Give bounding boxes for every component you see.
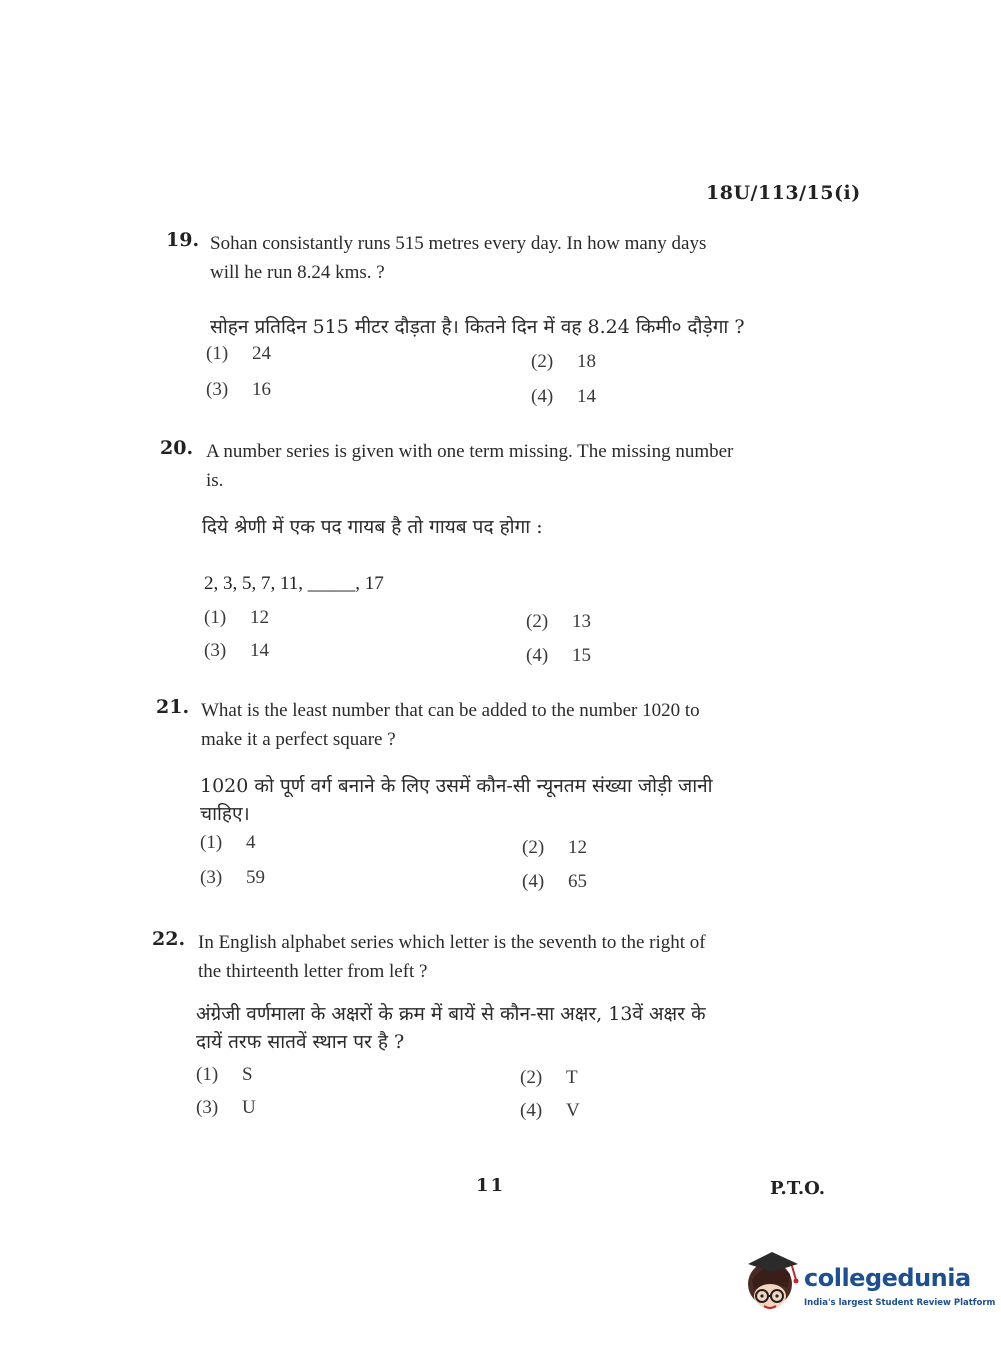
question-text-english <box>210 229 850 287</box>
hindi-line: चाहिए। <box>200 803 250 825</box>
english-line: make it a perfect square ? <box>201 729 396 750</box>
number-series: 2, 3, 5, 7, 11, _____, 17 <box>204 573 384 594</box>
paper-code: 18U/113/15(i) <box>706 182 861 204</box>
question-text-hindi <box>196 1000 846 1056</box>
question-number: 20. <box>160 437 194 459</box>
question-text-english <box>206 437 846 495</box>
option-1[interactable]: (1) 12 <box>204 607 269 628</box>
question-21 <box>156 696 856 906</box>
question-19 <box>166 229 866 419</box>
option-3[interactable]: (3) 16 <box>206 379 271 400</box>
option-2[interactable]: (2) 13 <box>526 611 591 632</box>
english-line: In English alphabet series which letter is the seventh to the right of <box>198 932 706 953</box>
question-number: 22. <box>152 928 186 950</box>
english-line: is. <box>206 470 224 491</box>
option-4[interactable]: (4) 65 <box>522 871 587 892</box>
option-1[interactable]: (1) 4 <box>200 832 256 853</box>
option-1[interactable]: (1) 24 <box>206 343 271 364</box>
page-number: 11 <box>476 1175 506 1196</box>
collegedunia-watermark <box>742 1250 996 1318</box>
english-line: A number series is given with one term missing. The missing number <box>206 441 734 462</box>
hindi-line: दायें तरफ सातवें स्थान पर है ? <box>196 1031 405 1053</box>
question-text-english <box>201 696 846 754</box>
question-text-hindi: दिये श्रेणी में एक पद गायब है तो गायब पद होगा : <box>202 516 543 538</box>
english-line: Sohan consistantly runs 515 metres every day. In how many days <box>210 233 707 254</box>
option-4[interactable]: (4) V <box>520 1100 580 1121</box>
mascot-icon <box>742 1250 802 1318</box>
option-1[interactable]: (1) S <box>196 1064 253 1085</box>
brand-name: collegedunia <box>804 1264 971 1292</box>
option-3[interactable]: (3) 14 <box>204 640 269 661</box>
question-22 <box>152 928 852 1128</box>
english-line: What is the least number that can be added to the number 1020 to <box>201 700 700 721</box>
hindi-line: अंग्रेजी वर्णमाला के अक्षरों के क्रम में बायें से कौन-सा अक्षर, 13वें अक्षर के <box>196 1003 706 1025</box>
option-3[interactable]: (3) U <box>196 1097 256 1118</box>
question-number: 21. <box>156 696 190 718</box>
english-line: will he run 8.24 kms. ? <box>210 262 385 283</box>
pto-label: P.T.O. <box>770 1178 826 1199</box>
question-text-hindi <box>200 772 850 828</box>
brand-tagline: India's largest Student Review Platform <box>804 1298 996 1308</box>
question-number: 19. <box>166 229 200 251</box>
option-2[interactable]: (2) 12 <box>522 837 587 858</box>
english-line: the thirteenth letter from left ? <box>198 961 428 982</box>
option-2[interactable]: (2) 18 <box>531 351 596 372</box>
question-text-hindi: सोहन प्रतिदिन 515 मीटर दौड़ता है। कितने दिन में वह 8.24 किमी० दौड़ेगा ? <box>210 316 745 338</box>
option-4[interactable]: (4) 15 <box>526 645 591 666</box>
question-20 <box>160 437 860 677</box>
option-2[interactable]: (2) T <box>520 1067 578 1088</box>
hindi-line: 1020 को पूर्ण वर्ग बनाने के लिए उसमें कौन-सी न्यूनतम संख्या जोड़ी जानी <box>200 775 713 797</box>
option-3[interactable]: (3) 59 <box>200 867 265 888</box>
question-text-english <box>198 928 846 986</box>
option-4[interactable]: (4) 14 <box>531 386 596 407</box>
